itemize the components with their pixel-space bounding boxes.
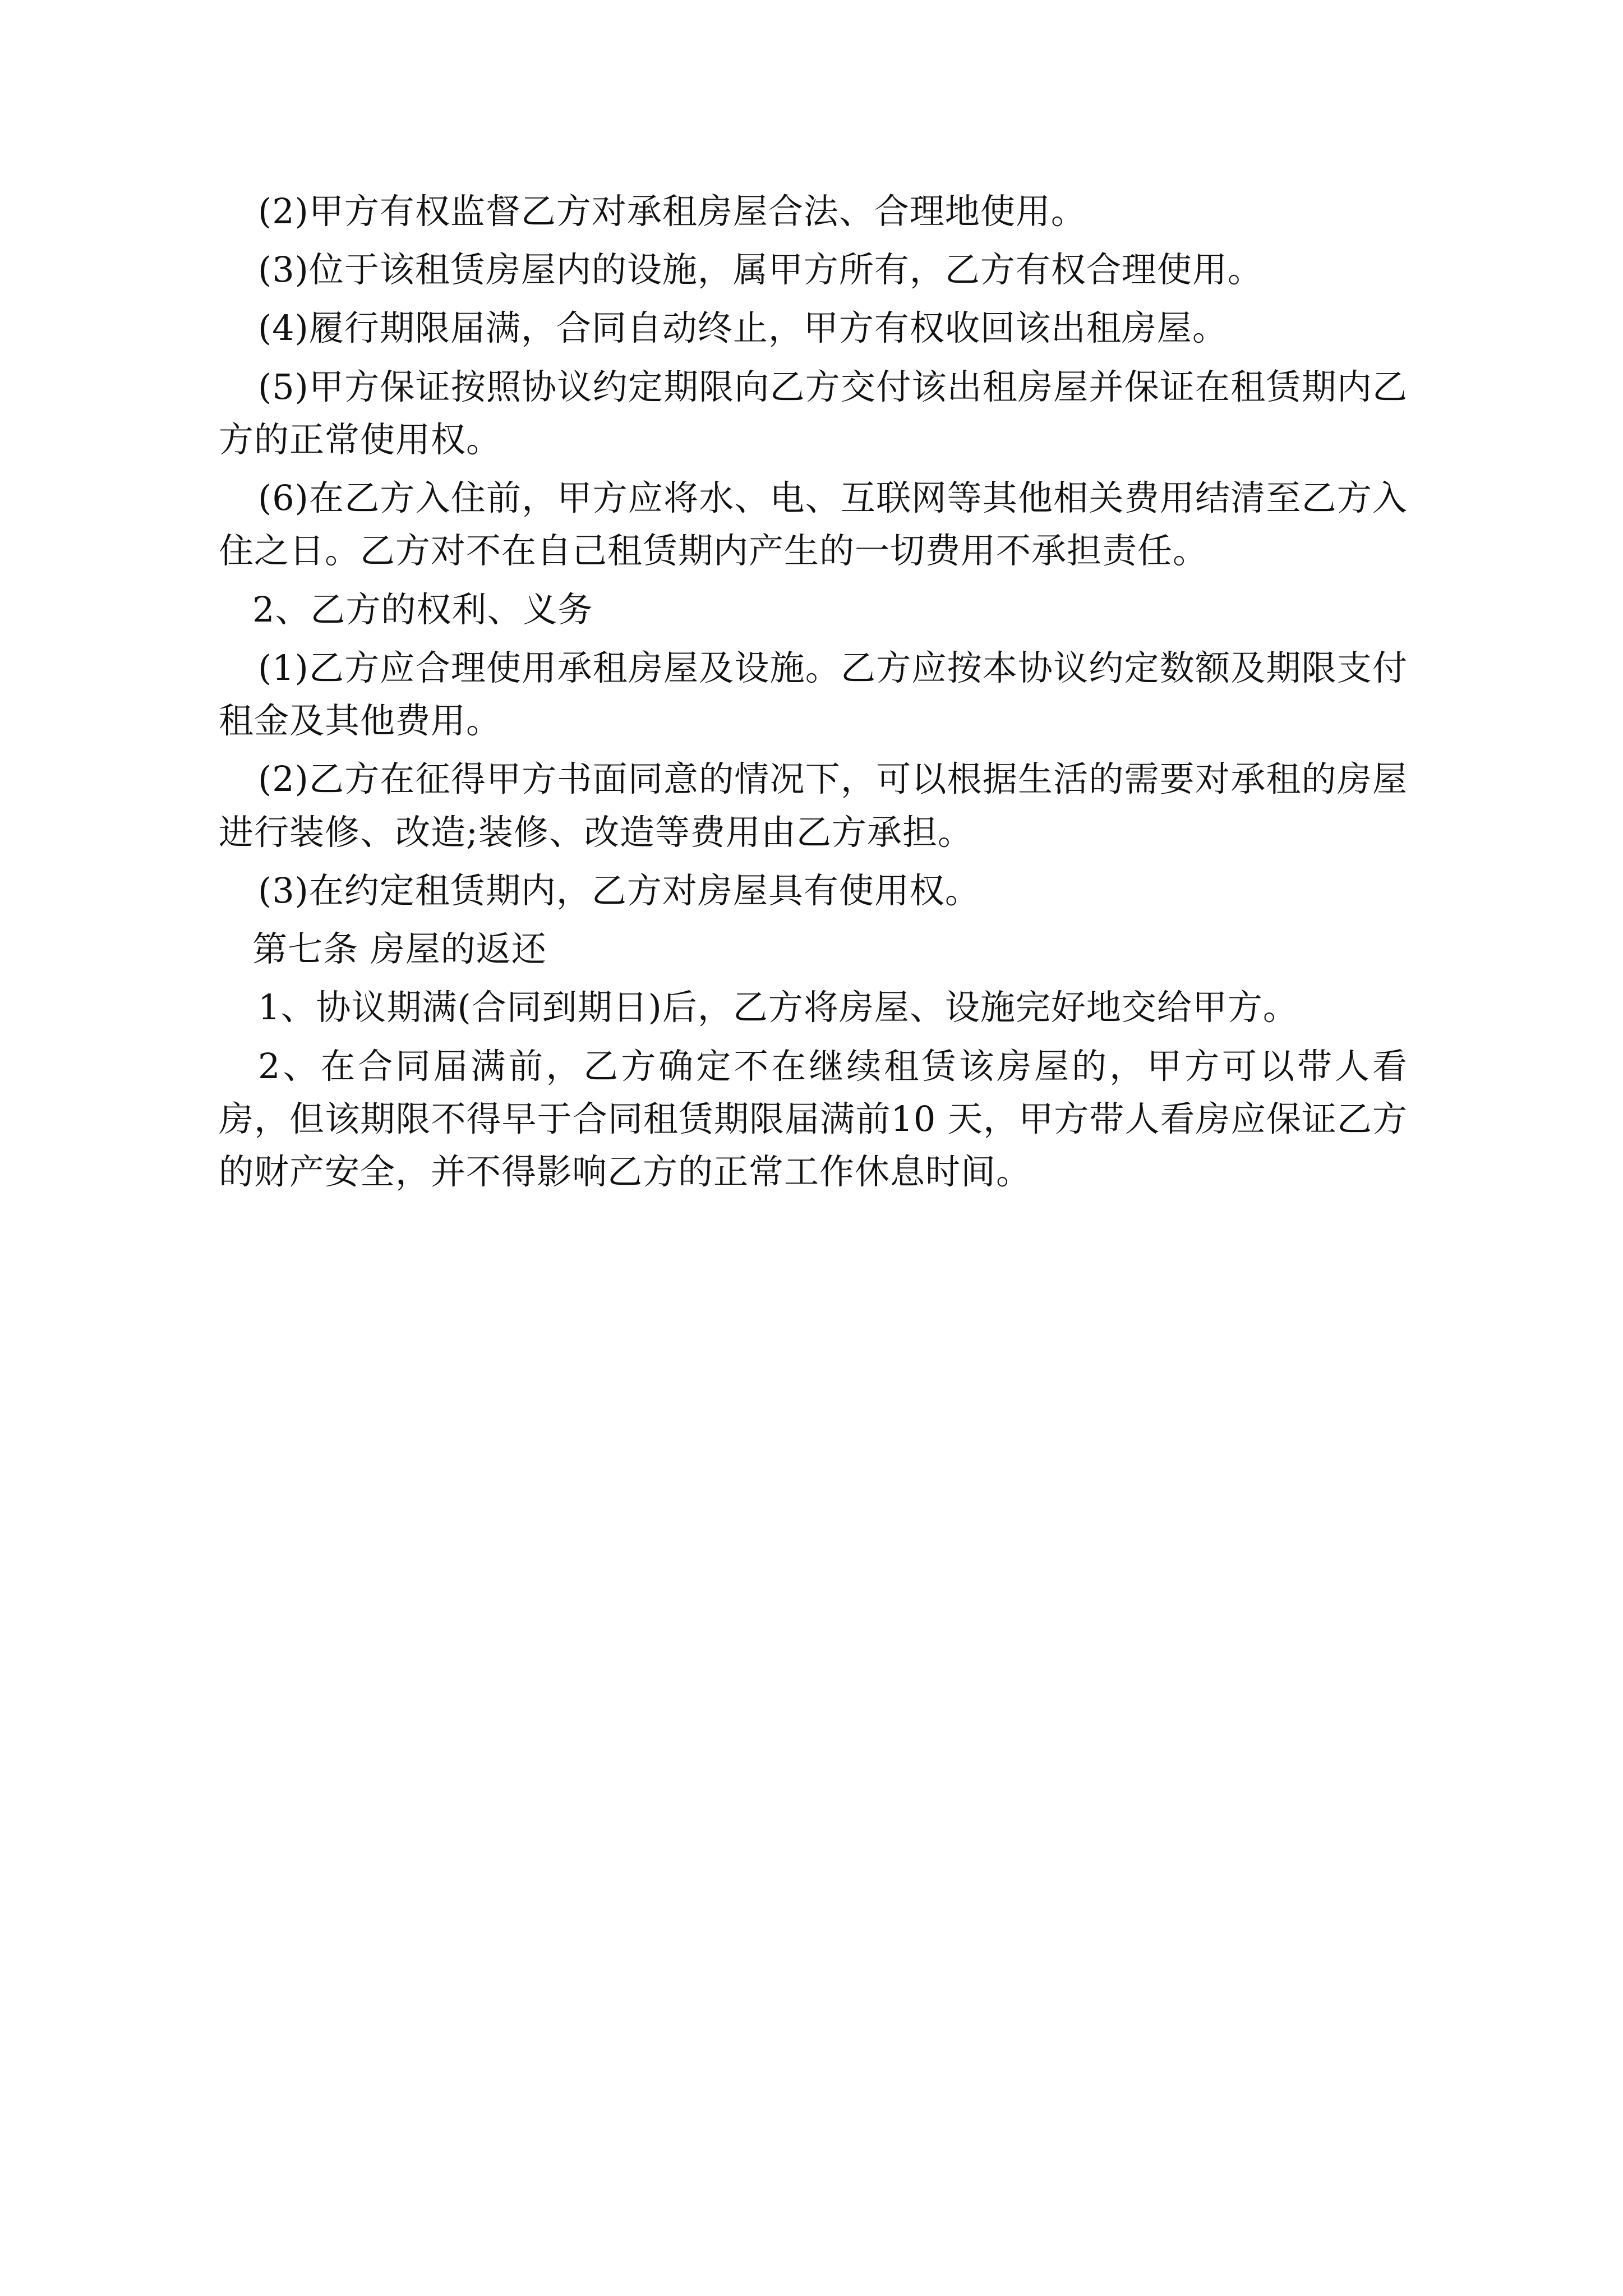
paragraph-lessee-item-2: (2)乙方在征得甲方书面同意的情况下，可以根据生活的需要对承租的房屋进行装修、改造;装修、改造等费用由乙方承担。 xyxy=(219,758,1408,853)
section-paragraph-1: 1、协议期满(合同到期日)后，乙方将房屋、设施完好地交给甲方。 xyxy=(258,987,1298,1028)
document-body xyxy=(219,185,1408,1204)
section-paragraph-2: 2、在合同届满前，乙方确定不在继续租赁该房屋的，甲方可以带人看房，但该期限不得早于合同租赁期限届满前10 天，甲方带人看房应保证乙方的财产安全，并不得影响乙方的正常工作休息时间。 xyxy=(219,1045,1408,1192)
paragraph-lessee-item-3: (3)在约定租赁期内，乙方对房屋具有使用权。 xyxy=(258,869,980,911)
paragraph-item-5: (5)甲方保证按照协议约定期限向乙方交付该出租房屋并保证在租赁期内乙方的正常使用权。 xyxy=(219,366,1408,460)
paragraph-lessee-item-1: (1)乙方应合理使用承租房屋及设施。乙方应按本协议约定数额及期限支付租金及其他费用。 xyxy=(219,647,1408,742)
paragraph-item-6: (6)在乙方入住前，甲方应将水、电、互联网等其他相关费用结清至乙方入住之日。乙方对不在自己租赁期内产生的一切费用不承担责任。 xyxy=(219,477,1408,572)
paragraph-item-3: (3)位于该租赁房屋内的设施，属甲方所有，乙方有权合理使用。 xyxy=(258,249,1263,291)
paragraph-lessee-rights-heading: 2、乙方的权利、义务 xyxy=(252,588,593,630)
paragraph-item-4: (4)履行期限届满，合同自动终止，甲方有权收回该出租房屋。 xyxy=(258,307,1228,349)
paragraph-item-2: (2)甲方有权监督乙方对承租房屋合法、合理地使用。 xyxy=(258,191,1086,232)
section-heading-article-seven: 第七条 房屋的返还 xyxy=(252,928,547,970)
